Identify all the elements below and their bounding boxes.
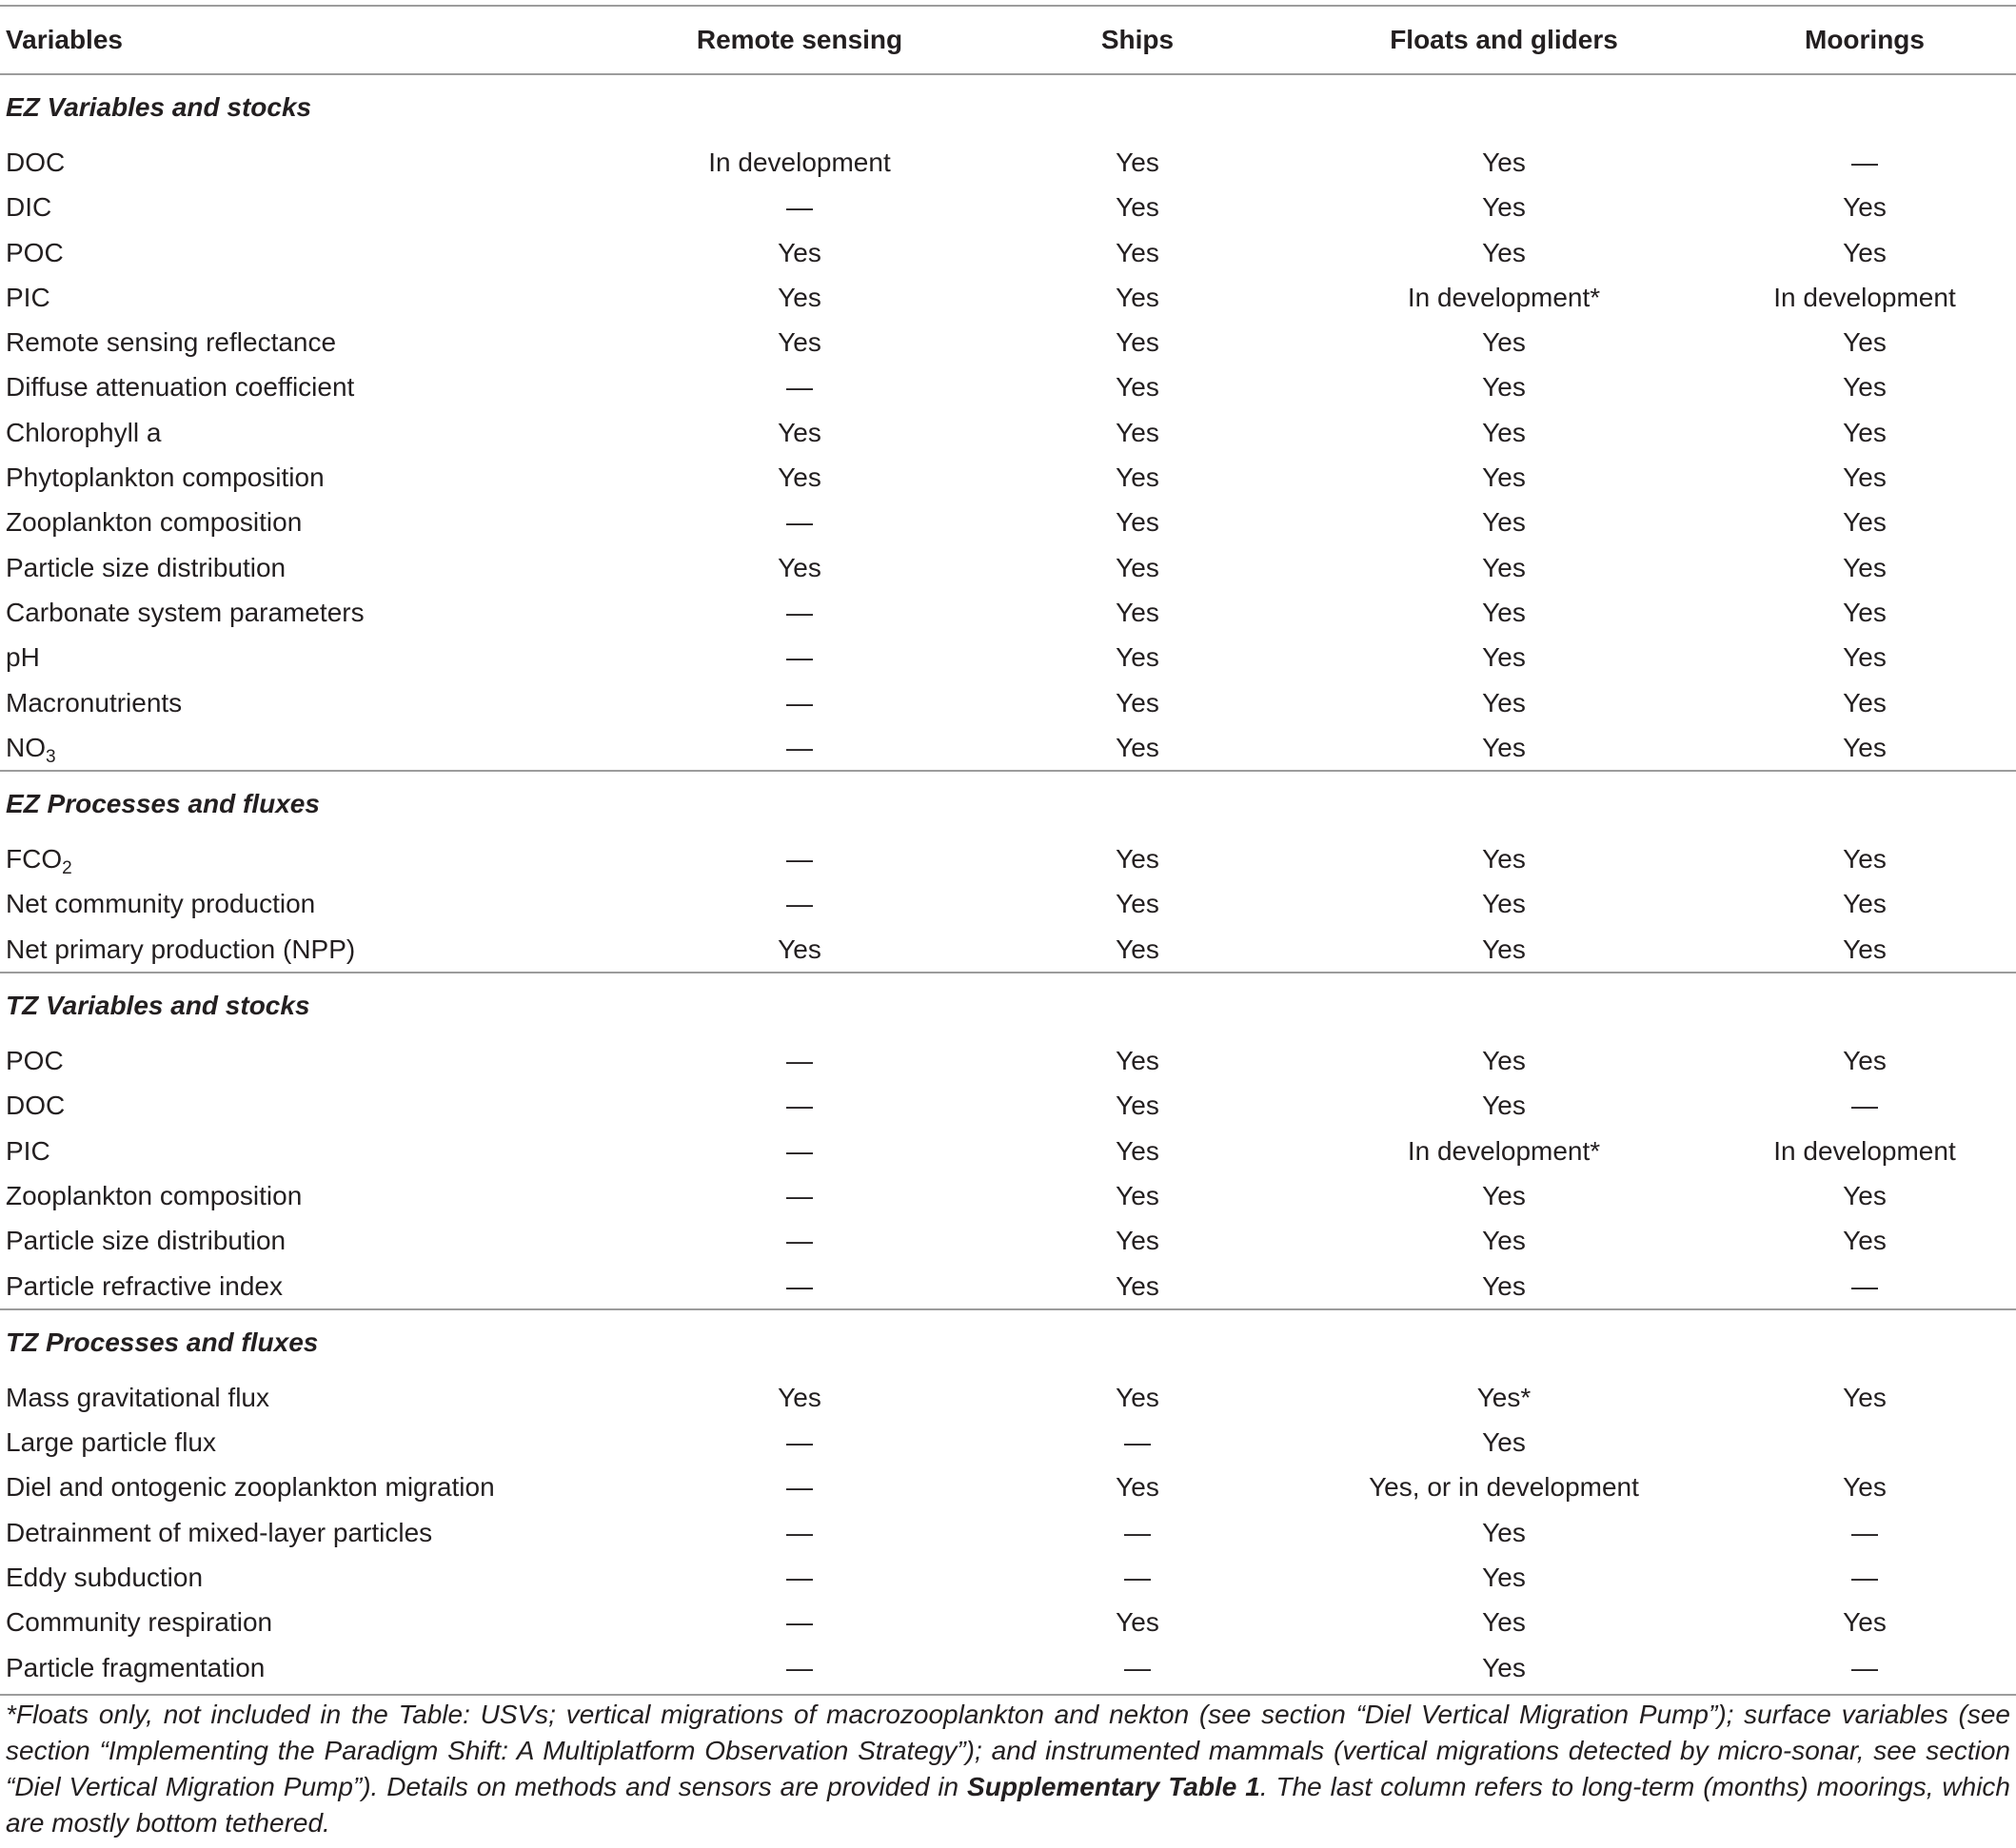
- table-row: [0, 185, 2016, 229]
- floats-gliders-cell: Yes: [1482, 1517, 1526, 1547]
- table-row: [0, 1264, 2016, 1309]
- ships-cell: Yes: [1116, 597, 1159, 627]
- variable-subscript: 3: [46, 746, 56, 767]
- moorings-cell: —: [1851, 1270, 1878, 1301]
- ships-cell: —: [980, 1645, 1295, 1695]
- table-row: [0, 1465, 2016, 1509]
- floats-gliders-cell: Yes: [1482, 732, 1526, 762]
- remote-sensing-cell: —: [786, 192, 813, 223]
- floats-gliders-cell: Yes: [1482, 147, 1526, 177]
- ships-cell: Yes: [1116, 844, 1159, 875]
- ships-cell: Yes: [1116, 732, 1159, 762]
- moorings-cell: —: [1851, 1517, 1878, 1547]
- floats-gliders-cell: Yes: [1482, 1091, 1526, 1121]
- ships-cell: Yes: [1116, 282, 1159, 312]
- variable-name: Zooplankton composition: [6, 1180, 303, 1210]
- floats-gliders-cell: Yes: [1482, 507, 1526, 538]
- floats-gliders-cell: Yes: [1482, 417, 1526, 447]
- variable-cell: [0, 1510, 619, 1555]
- ships-cell: —: [1124, 1517, 1151, 1547]
- ships-cell: Yes: [1116, 687, 1159, 718]
- table-row: [0, 500, 2016, 544]
- floats-gliders-cell: Yes: [1482, 934, 1526, 964]
- remote-sensing-cell: —: [786, 844, 813, 875]
- ships-cell: Yes: [1116, 327, 1159, 358]
- table-row: [0, 1645, 2016, 1695]
- table-row: [0, 635, 2016, 679]
- moorings-cell: Yes: [1843, 417, 1887, 447]
- variable-name: Chlorophyll a: [6, 417, 162, 447]
- moorings-cell: Yes: [1843, 597, 1887, 627]
- variable-name: POC: [6, 237, 64, 267]
- ships-cell: Yes: [1116, 1091, 1159, 1121]
- table-row: [0, 230, 2016, 275]
- ships-cell: Yes: [1116, 934, 1159, 964]
- table-row: [0, 320, 2016, 364]
- variable-cell: [0, 320, 619, 364]
- ships-cell: Yes: [1116, 507, 1159, 538]
- variable-cell: [0, 230, 619, 275]
- ships-cell: Yes: [1116, 372, 1159, 403]
- table-row: [0, 364, 2016, 409]
- footnote-supplementary-ref: Supplementary Table 1: [967, 1772, 1260, 1801]
- ships-cell: Yes: [1116, 1382, 1159, 1412]
- remote-sensing-cell: —: [786, 507, 813, 538]
- variable-name: DIC: [6, 192, 52, 223]
- variable-cell: [0, 364, 619, 409]
- remote-sensing-cell: Yes: [778, 1382, 821, 1412]
- variable-name: Mass gravitational flux: [6, 1382, 270, 1412]
- table-row: [0, 836, 2016, 881]
- variable-name: Macronutrients: [6, 687, 183, 718]
- floats-gliders-cell: Yes: [1482, 642, 1526, 673]
- ships-cell: Yes: [1116, 1270, 1159, 1301]
- floats-gliders-cell: Yes: [1482, 1226, 1526, 1256]
- table-header-row: [0, 6, 2016, 74]
- variable-cell: [0, 1420, 619, 1465]
- variable-name: Diel and ontogenic zooplankton migration: [6, 1472, 495, 1503]
- ships-cell: Yes: [1116, 417, 1159, 447]
- variable-cell: [0, 1264, 619, 1309]
- floats-gliders-cell: Yes: [1482, 597, 1526, 627]
- remote-sensing-cell: Yes: [778, 934, 821, 964]
- table-row: [0, 140, 2016, 185]
- moorings-cell: Yes: [1843, 1046, 1887, 1076]
- variable-name: PIC: [6, 1135, 50, 1166]
- ships-cell: —: [1124, 1563, 1151, 1593]
- floats-gliders-cell: Yes: [1482, 889, 1526, 919]
- moorings-cell: Yes: [1843, 237, 1887, 267]
- table-row: [0, 1375, 2016, 1420]
- variable-name: Large particle flux: [6, 1427, 217, 1458]
- variable-name: Particle size distribution: [6, 1226, 287, 1256]
- remote-sensing-cell: Yes: [778, 327, 821, 358]
- moorings-cell: —: [1851, 147, 1878, 177]
- section-title: EZ Variables and stocks: [6, 92, 312, 122]
- ships-cell: —: [1124, 1427, 1151, 1458]
- table-row: [0, 1083, 2016, 1128]
- variable-cell: [0, 590, 619, 635]
- variable-name: Net primary production (NPP): [6, 934, 356, 964]
- floats-gliders-cell: Yes: [1482, 1563, 1526, 1593]
- floats-gliders-cell: Yes, or in development: [1369, 1472, 1639, 1503]
- floats-gliders-cell: Yes: [1482, 462, 1526, 493]
- variable-cell: [0, 680, 619, 725]
- variable-cell: [0, 140, 619, 185]
- remote-sensing-cell: —: [786, 1046, 813, 1076]
- variable-name: Detrainment of mixed-layer particles: [6, 1517, 433, 1547]
- section-header-row: [0, 973, 2016, 1038]
- variable-name: Diffuse attenuation coefficient: [6, 372, 355, 403]
- variable-cell: [0, 1375, 619, 1420]
- table-row: [0, 725, 2016, 771]
- variable-name: DOC: [6, 1091, 66, 1121]
- header-ships: Ships: [1100, 25, 1175, 54]
- variable-cell: [0, 1083, 619, 1128]
- moorings-cell: Yes: [1843, 552, 1887, 582]
- ships-cell: Yes: [1116, 192, 1159, 223]
- floats-gliders-cell: Yes: [1482, 1046, 1526, 1076]
- moorings-cell: Yes: [1843, 642, 1887, 673]
- table-row: [0, 927, 2016, 973]
- variable-cell: [0, 410, 619, 455]
- ships-cell: Yes: [1116, 1607, 1159, 1638]
- ships-cell: Yes: [1116, 147, 1159, 177]
- table-row: [0, 590, 2016, 635]
- moorings-cell: —: [1713, 1645, 2016, 1695]
- remote-sensing-cell: —: [786, 1563, 813, 1593]
- floats-gliders-cell: In development*: [1407, 1135, 1601, 1166]
- variable-cell: [0, 1038, 619, 1083]
- moorings-cell: Yes: [1843, 1180, 1887, 1210]
- ships-cell: Yes: [1116, 1472, 1159, 1503]
- moorings-cell: Yes: [1843, 507, 1887, 538]
- variable-cell: [0, 725, 619, 771]
- ships-cell: Yes: [1116, 1135, 1159, 1166]
- table-row: [0, 1510, 2016, 1555]
- remote-sensing-cell: Yes: [778, 237, 821, 267]
- section-header-row: [0, 771, 2016, 836]
- floats-gliders-cell: Yes: [1482, 1180, 1526, 1210]
- moorings-cell: In development: [1773, 1135, 1956, 1166]
- table-row: [0, 275, 2016, 320]
- variable-name: POC: [6, 1046, 64, 1076]
- variable-cell: [0, 455, 619, 500]
- table-row: [0, 1600, 2016, 1644]
- ships-cell: Yes: [1116, 889, 1159, 919]
- variable-cell: [0, 1218, 619, 1263]
- variable-cell: [0, 1600, 619, 1644]
- remote-sensing-cell: —: [786, 1270, 813, 1301]
- table-row: [0, 680, 2016, 725]
- floats-gliders-cell: Yes*: [1476, 1382, 1532, 1412]
- variable-cell: [0, 1555, 619, 1600]
- footnote-text: *Floats only, not included in the Table: USVs; vertical migrations of macrozooplankton and nekton (see section “Diel Vertical Migration Pump”); surface variables (see section “Implementing the Paradigm Shift: A Multiplatform Observation Strategy”); and instrumented mammals (vertical migrations detected by micro-sonar, see section “Diel Vertical Migration Pump”). Details on methods and sensors are provided in: [6, 1700, 2010, 1801]
- remote-sensing-cell: —: [619, 1645, 980, 1695]
- floats-gliders-cell: Yes: [1482, 327, 1526, 358]
- variable-cell: [0, 185, 619, 229]
- variable-cell: [0, 1645, 619, 1695]
- table-row: [0, 1420, 2016, 1465]
- floats-gliders-cell: Yes: [1482, 1270, 1526, 1301]
- ships-cell: Yes: [1116, 1180, 1159, 1210]
- table-row: [0, 410, 2016, 455]
- variable-cell: [0, 500, 619, 544]
- variable-cell: [0, 836, 619, 881]
- floats-gliders-cell: Yes: [1482, 844, 1526, 875]
- variable-cell: [0, 927, 619, 973]
- table-body: [0, 74, 2016, 1695]
- moorings-cell: Yes: [1843, 372, 1887, 403]
- moorings-cell: Yes: [1843, 1472, 1887, 1503]
- header-floats-gliders: Floats and gliders: [1390, 25, 1618, 54]
- variable-name: PIC: [6, 282, 50, 312]
- table-row: [0, 1173, 2016, 1218]
- variable-name: Particle refractive index: [6, 1270, 284, 1301]
- variable-cell: [0, 275, 619, 320]
- remote-sensing-cell: In development: [708, 147, 891, 177]
- header-variables: Variables: [6, 25, 123, 54]
- variable-name: Carbonate system parameters: [6, 597, 365, 627]
- remote-sensing-cell: —: [786, 642, 813, 673]
- variable-name: Community respiration: [6, 1607, 273, 1638]
- header-moorings: Moorings: [1805, 25, 1925, 54]
- variable-name: FCO: [6, 844, 63, 875]
- table-row: [0, 1555, 2016, 1600]
- ships-cell: Yes: [1116, 237, 1159, 267]
- section-header-row: [0, 1309, 2016, 1375]
- remote-sensing-cell: —: [786, 372, 813, 403]
- moorings-cell: [1713, 1420, 2016, 1465]
- moorings-cell: Yes: [1843, 1226, 1887, 1256]
- moorings-cell: Yes: [1843, 934, 1887, 964]
- remote-sensing-cell: —: [786, 1427, 813, 1458]
- table-row: [0, 545, 2016, 590]
- table-row: [0, 1129, 2016, 1173]
- moorings-cell: Yes: [1843, 844, 1887, 875]
- remote-sensing-cell: —: [786, 597, 813, 627]
- moorings-cell: Yes: [1843, 1382, 1887, 1412]
- moorings-cell: —: [1851, 1563, 1878, 1593]
- floats-gliders-cell: Yes: [1482, 552, 1526, 582]
- floats-gliders-cell: Yes: [1482, 1427, 1526, 1458]
- variable-name: Particle fragmentation: [6, 1652, 266, 1682]
- table-row: [0, 881, 2016, 926]
- variable-name: Eddy subduction: [6, 1563, 204, 1593]
- floats-gliders-cell: Yes: [1482, 372, 1526, 403]
- remote-sensing-cell: —: [786, 1472, 813, 1503]
- floats-gliders-cell: Yes: [1482, 1607, 1526, 1638]
- variable-name: Net community production: [6, 889, 316, 919]
- remote-sensing-cell: —: [786, 1135, 813, 1166]
- remote-sensing-cell: —: [786, 1180, 813, 1210]
- remote-sensing-cell: Yes: [778, 552, 821, 582]
- remote-sensing-cell: —: [786, 687, 813, 718]
- ships-cell: Yes: [1116, 1226, 1159, 1256]
- variable-name: pH: [6, 642, 40, 673]
- table-row: [0, 1218, 2016, 1263]
- floats-gliders-cell: Yes: [1482, 237, 1526, 267]
- table-row: [0, 1038, 2016, 1083]
- variable-cell: [0, 1129, 619, 1173]
- table-row: [0, 455, 2016, 500]
- remote-sensing-cell: Yes: [778, 462, 821, 493]
- moorings-cell: Yes: [1843, 327, 1887, 358]
- moorings-cell: In development: [1773, 282, 1956, 312]
- remote-sensing-cell: —: [786, 1517, 813, 1547]
- remote-sensing-cell: —: [786, 1091, 813, 1121]
- section-title: TZ Processes and fluxes: [0, 1309, 2016, 1375]
- moorings-cell: Yes: [1843, 1607, 1887, 1638]
- variable-cell: [0, 1173, 619, 1218]
- remote-sensing-cell: —: [786, 1226, 813, 1256]
- floats-gliders-cell: Yes: [1482, 687, 1526, 718]
- remote-sensing-cell: —: [786, 732, 813, 762]
- table-footnote: [6, 1697, 2010, 1841]
- variable-name: DOC: [6, 147, 66, 177]
- moorings-cell: —: [1851, 1091, 1878, 1121]
- variable-cell: [0, 1465, 619, 1509]
- observation-table: [0, 5, 2016, 1696]
- variable-cell: [0, 635, 619, 679]
- section-title: EZ Processes and fluxes: [0, 771, 2016, 836]
- moorings-cell: Yes: [1843, 687, 1887, 718]
- header-remote-sensing: Remote sensing: [696, 25, 903, 54]
- variable-cell: [0, 545, 619, 590]
- ships-cell: Yes: [1116, 642, 1159, 673]
- floats-gliders-cell: Yes: [1295, 1645, 1713, 1695]
- footnote-text-end: . The last column refers to long-term (months) moorings, which are mostly bottom tethered.: [6, 1772, 2011, 1838]
- floats-gliders-cell: In development*: [1407, 282, 1601, 312]
- variable-name: NO: [6, 732, 46, 762]
- remote-sensing-cell: —: [786, 1607, 813, 1638]
- moorings-cell: Yes: [1843, 192, 1887, 223]
- ships-cell: Yes: [1116, 462, 1159, 493]
- moorings-cell: Yes: [1843, 889, 1887, 919]
- variable-name: Particle size distribution: [6, 552, 287, 582]
- variable-name: Zooplankton composition: [6, 507, 303, 538]
- variable-name: Remote sensing reflectance: [6, 327, 337, 358]
- variable-cell: [0, 881, 619, 926]
- ships-cell: Yes: [1116, 552, 1159, 582]
- variable-name: Phytoplankton composition: [6, 462, 325, 493]
- section-header-row: [0, 74, 2016, 140]
- remote-sensing-cell: Yes: [778, 282, 821, 312]
- variable-subscript: 2: [62, 858, 72, 879]
- remote-sensing-cell: —: [786, 889, 813, 919]
- ships-cell: Yes: [1116, 1046, 1159, 1076]
- floats-gliders-cell: Yes: [1482, 192, 1526, 223]
- section-title: TZ Variables and stocks: [0, 973, 2016, 1038]
- moorings-cell: Yes: [1843, 732, 1887, 762]
- moorings-cell: Yes: [1843, 462, 1887, 493]
- remote-sensing-cell: Yes: [778, 417, 821, 447]
